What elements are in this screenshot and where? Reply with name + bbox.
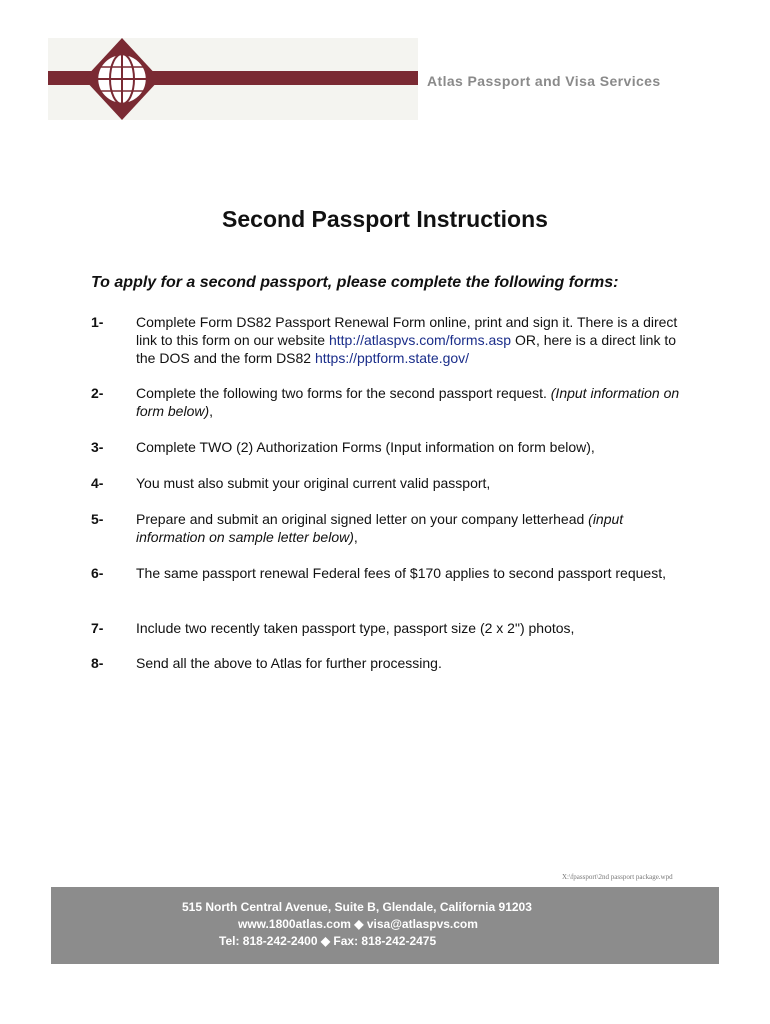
footer-phones: Tel: 818-242-2400 ◆ Fax: 818-242-2475 — [219, 934, 437, 948]
step-number: 2- — [91, 385, 104, 401]
step-text: Complete Form DS82 Passport Renewal Form online, print and sign it. There is a direct link to this form on our website http://atlaspvs.com/forms.asp OR, here is a direct link to the DOS and the form DS82 https://pptform.state.gov/ — [136, 314, 678, 366]
step-text: Complete the following two forms for the second passport request. (Input information on form below), — [136, 385, 680, 419]
step-number: 4- — [91, 475, 104, 491]
globe-diamond-logo — [82, 36, 162, 122]
step-text: The same passport renewal Federal fees of $170 applies to second passport request, — [136, 565, 666, 581]
step-number: 6- — [91, 565, 104, 581]
footer-address: 515 North Central Avenue, Suite B, Glendale, California 91203 — [182, 900, 532, 914]
step-text: Include two recently taken passport type, passport size (2 x 2") photos, — [136, 620, 575, 636]
step-number: 3- — [91, 439, 104, 455]
company-name: Atlas Passport and Visa Services — [427, 73, 661, 89]
step-text: You must also submit your original current valid passport, — [136, 475, 491, 491]
forms-link[interactable]: http://atlaspvs.com/forms.asp — [328, 332, 512, 348]
file-path: X:\fpassport\2nd passport package.wpd — [562, 873, 673, 881]
step-text: Complete TWO (2) Authorization Forms (Input information on form below), — [136, 439, 595, 455]
footer — [51, 887, 719, 964]
page-title: Second Passport Instructions — [222, 206, 548, 232]
step-text: Prepare and submit an original signed letter on your company letterhead (input information on sample letter below), — [136, 511, 624, 545]
step-number: 7- — [91, 620, 104, 636]
pptform-link[interactable]: https://pptform.state.gov/ — [314, 350, 470, 366]
step-number: 1- — [91, 314, 104, 330]
step-text: Send all the above to Atlas for further processing. — [136, 655, 442, 671]
step-number: 5- — [91, 511, 104, 527]
step-number: 8- — [91, 655, 104, 671]
page-subtitle: To apply for a second passport, please complete the following forms: — [91, 274, 619, 291]
footer-web-email: www.1800atlas.com ◆ visa@atlaspvs.com — [238, 917, 478, 931]
